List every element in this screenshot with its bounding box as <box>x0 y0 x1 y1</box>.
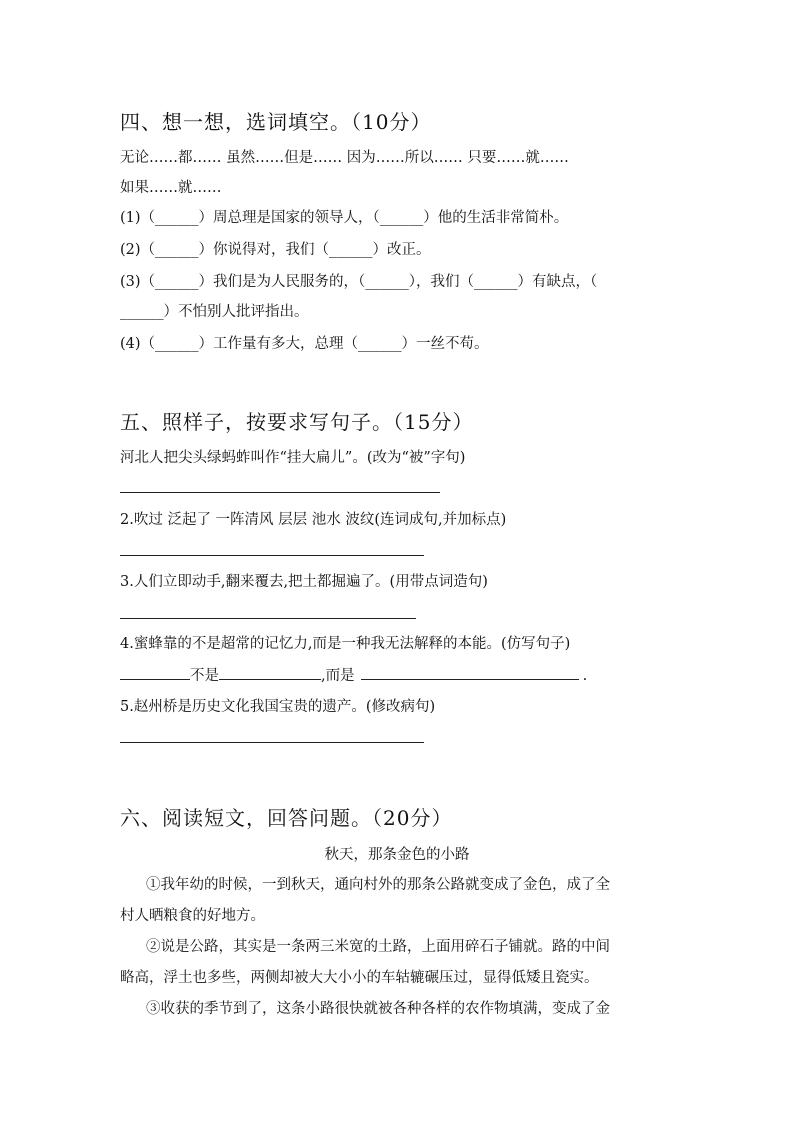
fill-blank-3[interactable] <box>361 665 579 680</box>
fill-blank-2[interactable] <box>219 665 321 680</box>
question-5-3: 3.人们立即动手,翻来覆去,把土都掘遍了。(用带点词造句) <box>120 574 488 590</box>
section5-heading: 五、照样子，按要求写句子。（15分） <box>120 410 474 434</box>
passage-paragraph-3a: ③收获的季节到了，这条小路很快就被各种各样的农作物填满，变成了金 <box>146 1001 610 1017</box>
fill-text-not: 不是 <box>190 668 219 684</box>
passage-title: 秋天，那条金色的小路 <box>324 847 470 863</box>
answer-line-5-1[interactable] <box>120 492 440 493</box>
question-5-5: 5.赵州桥是历史文化我国宝贵的遗产。(修改病句) <box>120 699 436 715</box>
word-bank-line-2: 如果……就…… <box>120 180 222 196</box>
answer-line-5-2[interactable] <box>120 555 424 556</box>
fill-text-but: ,而是 <box>321 668 355 684</box>
question-4-3a: (3)（______）我们是为人民服务的，（______），我们（______）有缺点，（ <box>120 274 598 290</box>
section6-heading: 六、阅读短文，回答问题。（20分） <box>120 806 453 830</box>
passage-paragraph-1a: ①我年幼的时候，一到秋天，通向村外的那条公路就变成了金色，成了全 <box>146 877 610 893</box>
question-4-4: (4)（______）工作量有多大，总理（______）一丝不苟。 <box>120 336 489 352</box>
question-5-1: 河北人把尖头绿蚂蚱叫作“挂大扁儿”。(改为“被”字句) <box>120 450 466 466</box>
answer-line-5-5[interactable] <box>120 742 424 743</box>
passage-paragraph-1b: 村人晒粮食的好地方。 <box>120 908 265 924</box>
answer-line-5-3[interactable] <box>120 618 416 619</box>
question-5-2: 2.吹过 泛起了 一阵清风 层层 池水 波纹(连词成句,并加标点) <box>120 512 507 528</box>
word-bank-line-1: 无论……都…… 虽然……但是…… 因为……所以…… 只要……就…… <box>120 150 569 166</box>
passage-paragraph-2b: 略高，浮土也多些，两侧却被大大小小的车轱辘碾压过，显得低矮且瓷实。 <box>120 970 599 986</box>
question-4-3b: ______）不怕别人批评指出。 <box>120 304 309 320</box>
question-4-1: (1)（______）周总理是国家的领导人，（______）他的生活非常简朴。 <box>120 210 569 226</box>
question-4-2: (2)（______）你说得对，我们（______）改正。 <box>120 242 431 258</box>
imitation-sentence-row <box>120 664 587 685</box>
question-5-4: 4.蜜蜂靠的不是超常的记忆力,而是一种我无法解释的本能。(仿写句子) <box>120 636 571 652</box>
section4-heading: 四、想一想，选词填空。（10分） <box>120 110 432 134</box>
fill-text-period: . <box>582 668 588 684</box>
fill-blank-1[interactable] <box>120 665 190 680</box>
passage-paragraph-2a: ②说是公路，其实是一条两三米宽的土路，上面用碎石子铺就。路的中间 <box>146 939 610 955</box>
